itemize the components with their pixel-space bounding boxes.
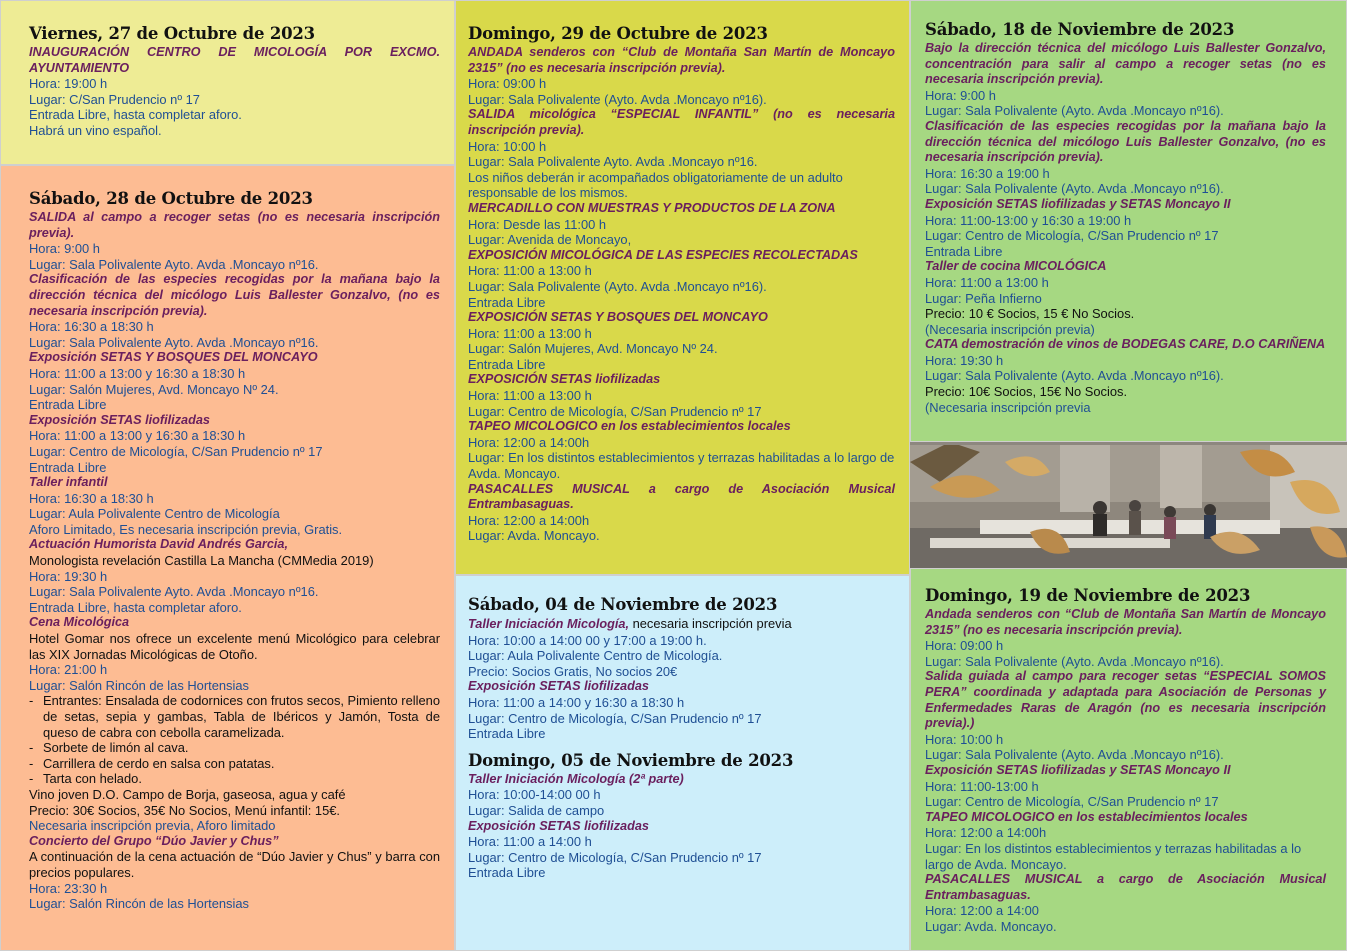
event-time: Hora: 11:00 a 13:00 y 16:30 a 18:30 h bbox=[29, 428, 246, 444]
event-place: Lugar: Salón Mujeres, Avd. Moncayo Nº 24. bbox=[29, 381, 279, 397]
event-title: Taller Iniciación Micología (2ª parte) bbox=[468, 771, 684, 786]
event-note: Entrada Libre bbox=[468, 726, 546, 742]
event-place: Lugar: Centro de Micología, C/San Prudencio nº 17 bbox=[468, 849, 762, 865]
event-title: SALIDA micológica “ESPECIAL INFANTIL” (no es necesaria inscripción previa). bbox=[468, 107, 895, 137]
event-time: Hora: 11:00 a 14:00 y 16:30 a 18:30 h bbox=[468, 694, 685, 710]
event-note: Entrada Libre, hasta completar aforo. bbox=[29, 107, 242, 123]
event-place: Lugar: Salón Rincón de las Hortensias bbox=[29, 896, 249, 912]
event-place: Lugar: Sala Polivalente (Ayto. Avda .Moncayo nº16). bbox=[925, 653, 1224, 669]
event-title: Exposición SETAS liofilizadas bbox=[468, 818, 649, 833]
event-time: Hora: 10:00 h bbox=[468, 138, 547, 154]
event-place: Lugar: Sala Polivalente (Ayto. Avda .Moncayo nº16). bbox=[925, 181, 1224, 197]
menu-item-text: Entrantes: Ensalada de codornices con frutos secos, Pimiento relleno de setas, sepia y gambas, Tabla de Ibéricos y Jamón, Tosta de queso de cabra con cebolla caramelizada. bbox=[43, 693, 440, 740]
menu-item-text: Carrillera de cerdo en salsa con patatas. bbox=[43, 755, 275, 771]
event-note: Entrada Libre, hasta completar aforo. bbox=[29, 599, 242, 615]
event-place: Lugar: Centro de Micología, C/San Prudencio nº 17 bbox=[925, 794, 1219, 810]
event-note: (Necesaria inscripción previa bbox=[925, 399, 1091, 415]
panel-domingo-19-noviembre bbox=[910, 568, 1347, 951]
event-title-text: Taller Iniciación Micología, bbox=[468, 617, 629, 631]
panel-domingo-29-octubre bbox=[455, 0, 910, 575]
event-time: Hora: 12:00 a 14:00h bbox=[468, 512, 590, 528]
event-time: Hora: 11:00 a 13:00 h bbox=[468, 325, 592, 341]
event-place: Lugar: C/San Prudencio nº 17 bbox=[29, 91, 200, 107]
event-title: Exposición SETAS liofilizadas bbox=[468, 679, 649, 694]
event-time: Hora: 11:00 a 13:00 h bbox=[925, 274, 1049, 290]
event-time: Hora: 10:00 h bbox=[925, 731, 1004, 747]
event-note: Entrada Libre bbox=[468, 356, 546, 372]
event-title: PASACALLES MUSICAL a cargo de Asociación Musical Entrambasaguas. bbox=[468, 481, 895, 512]
event-place: Lugar: Centro de Micología, C/San Prudencio nº 17 bbox=[29, 443, 323, 459]
event-time: Hora: 16:30 a 19:00 h bbox=[925, 165, 1050, 181]
event-description: Hotel Gomar nos ofrece un excelente menú Micológico para celebrar las XIX Jornadas Micológicas de Otoño. bbox=[29, 631, 440, 662]
event-time: Hora: 10:00-14:00 00 h bbox=[468, 787, 601, 803]
panel-sabado-18-noviembre bbox=[910, 0, 1347, 442]
event-place: Lugar: Sala Polivalente (Ayto. Avda .Moncayo nº16). bbox=[925, 103, 1224, 119]
event-time: Hora: 09:00 h bbox=[468, 76, 547, 92]
section-spacer bbox=[468, 742, 895, 750]
event-description: A continuación de la cena actuación de “Dúo Javier y Chus” y barra con precios populares. bbox=[29, 849, 440, 880]
event-place: Lugar: Avda. Moncayo. bbox=[468, 528, 600, 544]
event-place: Lugar: Sala Polivalente (Ayto. Avda .Moncayo nº16). bbox=[925, 747, 1224, 763]
event-note: Habrá un vino español. bbox=[29, 122, 162, 138]
event-price: Precio: 10 € Socios, 15 € No Socios. bbox=[925, 306, 1135, 322]
menu-item-text: Sorbete de limón al cava. bbox=[43, 740, 189, 756]
event-title: Exposición SETAS liofilizadas y SETAS Moncayo II bbox=[925, 196, 1231, 211]
event-time: Hora: 11:00 a 14:00 h bbox=[468, 834, 592, 850]
event-place: Lugar: En los distintos establecimientos y terrazas habilitadas a lo largo de Avda. Moncayo. bbox=[468, 450, 895, 482]
event-title: EXPOSICIÓN SETAS liofilizadas bbox=[468, 372, 661, 387]
event-title: PASACALLES MUSICAL a cargo de Asociación Musical Entrambasaguas. bbox=[925, 872, 1326, 902]
day-heading: Viernes, 27 de Octubre de 2023 bbox=[29, 24, 315, 43]
event-place: Lugar: Sala Polivalente Ayto. Avda .Moncayo nº16. bbox=[29, 334, 319, 350]
mushroom-exhibition-photo-icon bbox=[910, 442, 1347, 568]
event-time: Hora: 12:00 a 14:00h bbox=[925, 825, 1047, 841]
event-place: Lugar: Peña Infierno bbox=[925, 290, 1042, 306]
event-place: Lugar: Sala Polivalente Ayto. Avda .Moncayo nº16. bbox=[29, 256, 319, 272]
event-place: Lugar: Salón Rincón de las Hortensias bbox=[29, 677, 249, 693]
exhibition-photo bbox=[910, 442, 1347, 568]
event-title: Clasificación de las especies recogidas por la mañana bajo la dirección técnica del micólogo Luis Ballester Gonzalvo, (no es necesaria inscripción previa). bbox=[925, 118, 1326, 165]
event-description: Vino joven D.O. Campo de Borja, gaseosa, agua y café bbox=[29, 786, 346, 802]
event-place: Lugar: Salón Mujeres, Avd. Moncayo Nº 24. bbox=[468, 341, 718, 357]
event-time: Hora: 11:00-13:00 h bbox=[925, 778, 1039, 794]
menu-item: - Sorbete de limón al cava. bbox=[29, 740, 189, 756]
event-title: TAPEO MICOLOGICO en los establecimientos locales bbox=[468, 419, 791, 434]
event-title: Bajo la dirección técnica del micólogo Luis Ballester Gonzalvo, concentración para salir al campo a recoger setas (no es necesaria inscripción previa). bbox=[925, 41, 1326, 87]
event-time: Hora: 11:00 a 13:00 y 16:30 a 18:30 h bbox=[29, 365, 246, 381]
event-title: Andada senderos con “Club de Montaña San Martín de Moncayo 2315” (no es necesaria inscripción previa). bbox=[925, 607, 1326, 637]
event-price: Precio: 10€ Socios, 15€ No Socios. bbox=[925, 384, 1128, 400]
menu-item-text: Tarta con helado. bbox=[43, 771, 142, 787]
event-title bbox=[468, 616, 895, 633]
event-time: Hora: Desde las 11:00 h bbox=[468, 216, 607, 232]
day-heading: Sábado, 28 de Octubre de 2023 bbox=[29, 189, 313, 208]
event-title: CATA demostración de vinos de BODEGAS CARE, D.O CARIÑENA bbox=[925, 337, 1326, 352]
event-note: Aforo Limitado, Es necesaria inscripción previa, Gratis. bbox=[29, 521, 343, 537]
event-time: Hora: 11:00 a 13:00 h bbox=[468, 388, 592, 404]
event-price: Precio: Socios Gratis, No socios 20€ bbox=[468, 663, 678, 679]
event-place: Lugar: Sala Polivalente (Ayto. Avda .Moncayo nº16). bbox=[925, 368, 1224, 384]
event-place: Lugar: Salida de campo bbox=[468, 802, 605, 818]
day-heading: Domingo, 19 de Noviembre de 2023 bbox=[925, 586, 1251, 605]
event-place: Lugar: Sala Polivalente Ayto. Avda .Moncayo nº16. bbox=[29, 584, 319, 600]
event-title: Exposición SETAS Y BOSQUES DEL MONCAYO bbox=[29, 350, 318, 365]
event-time: Hora: 09:00 h bbox=[925, 638, 1004, 654]
event-title: ANDADA senderos con “Club de Montaña San Martín de Moncayo 2315” (no es necesaria inscripción previa). bbox=[468, 45, 895, 75]
day-heading: Sábado, 18 de Noviembre de 2023 bbox=[925, 20, 1235, 39]
day-heading: Domingo, 05 de Noviembre de 2023 bbox=[468, 750, 794, 770]
event-time: Hora: 16:30 a 18:30 h bbox=[29, 319, 154, 335]
event-note: (Necesaria inscripción previa) bbox=[925, 321, 1095, 337]
event-note: Entrada Libre bbox=[925, 243, 1003, 259]
panel-sabado-28-octubre bbox=[0, 165, 455, 951]
event-place: Lugar: Centro de Micología, C/San Prudencio nº 17 bbox=[925, 228, 1219, 244]
event-time: Hora: 10:00 a 14:00 00 y 17:00 a 19:00 h. bbox=[468, 632, 707, 648]
event-place: Lugar: Centro de Micología, C/San Prudencio nº 17 bbox=[468, 403, 762, 419]
event-time: Hora: 16:30 a 18:30 h bbox=[29, 490, 154, 506]
menu-item: - Tarta con helado. bbox=[29, 771, 142, 787]
event-time: Hora: 19:30 h bbox=[29, 568, 108, 584]
event-title: Salida guiada al campo para recoger setas “ESPECIAL SOMOS PERA” coordinada y adaptada para Asociación de Personas y Enfermedades Raras de Aragón (no es necesaria inscripción previa).) bbox=[925, 669, 1326, 731]
event-title: EXPOSICIÓN SETAS Y BOSQUES DEL MONCAYO bbox=[468, 310, 768, 325]
event-price: Precio: 30€ Socios, 35€ No Socios, Menú infantil: 15€. bbox=[29, 802, 340, 818]
event-title: MERCADILLO CON MUESTRAS Y PRODUCTOS DE LA ZONA bbox=[468, 200, 836, 215]
event-place: Lugar: Avda. Moncayo. bbox=[925, 918, 1057, 934]
event-time: Hora: 12:00 a 14:00 bbox=[925, 903, 1039, 919]
event-title: Taller de cocina MICOLÓGICA bbox=[925, 259, 1107, 274]
event-note: Necesaria inscripción previa, Aforo limitado bbox=[29, 818, 276, 834]
event-title: Actuación Humorista David Andrés Garcia, bbox=[29, 537, 288, 552]
event-place: Lugar: Sala Polivalente (Ayto. Avda .Moncayo nº16). bbox=[468, 91, 767, 107]
event-time: Hora: 9:00 h bbox=[925, 87, 996, 103]
event-time: Hora: 21:00 h bbox=[29, 662, 108, 678]
event-description: Monologista revelación Castilla La Mancha (CMMedia 2019) bbox=[29, 553, 374, 569]
event-title: INAUGURACIÓN CENTRO DE MICOLOGÍA POR EXCMO. AYUNTAMIENTO bbox=[29, 45, 440, 75]
event-time: Hora: 12:00 a 14:00h bbox=[468, 434, 590, 450]
event-note: Entrada Libre bbox=[468, 865, 546, 881]
event-place: Lugar: En los distintos establecimientos y terrazas habilitadas a lo largo de Avda. Moncayo. bbox=[925, 840, 1302, 872]
event-place: Lugar: Avenida de Moncayo, bbox=[468, 232, 632, 248]
event-title: Taller infantil bbox=[29, 475, 108, 490]
panel-viernes-27-octubre bbox=[0, 0, 455, 165]
event-time: Hora: 19:30 h bbox=[925, 352, 1004, 368]
event-time: Hora: 11:00 a 13:00 h bbox=[468, 263, 592, 279]
event-title: Concierto del Grupo “Dúo Javier y Chus” bbox=[29, 833, 279, 848]
event-place: Lugar: Centro de Micología, C/San Prudencio nº 17 bbox=[468, 710, 762, 726]
event-note: Entrada Libre bbox=[29, 459, 107, 475]
event-time: Hora: 23:30 h bbox=[29, 880, 108, 896]
day-heading: Domingo, 29 de Octubre de 2023 bbox=[468, 24, 768, 43]
event-note: Los niños deberán ir acompañados obligatoriamente de un adulto responsable de los mismos. bbox=[468, 169, 843, 201]
event-place: Lugar: Sala Polivalente (Ayto. Avda .Moncayo nº16). bbox=[468, 278, 767, 294]
event-place: Lugar: Aula Polivalente Centro de Micología bbox=[29, 506, 280, 522]
event-title: SALIDA al campo a recoger setas (no es necesaria inscripción previa). bbox=[29, 210, 440, 240]
event-note: Entrada Libre bbox=[468, 294, 546, 310]
panel-noviembre-04-05 bbox=[455, 575, 910, 951]
event-title: Exposición SETAS liofilizadas y SETAS Moncayo II bbox=[925, 762, 1231, 777]
event-title: TAPEO MICOLOGICO en los establecimientos locales bbox=[925, 809, 1248, 824]
event-place: Lugar: Aula Polivalente Centro de Micología. bbox=[468, 648, 723, 664]
event-time: Hora: 19:00 h bbox=[29, 76, 108, 92]
menu-item: - Entrantes: Ensalada de codornices con frutos secos, Pimiento relleno de setas, sepia y gambas, Tabla de Ibéricos y Jamón, Tosta de queso de cabra con cebolla caramelizada. bbox=[29, 693, 440, 740]
event-title: EXPOSICIÓN MICOLÓGICA DE LAS ESPECIES RECOLECTADAS bbox=[468, 247, 858, 262]
event-time: Hora: 11:00-13:00 y 16:30 a 19:00 h bbox=[925, 212, 1132, 228]
event-title: Clasificación de las especies recogidas por la mañana bajo la dirección técnica del micólogo Luis Ballester Gonzalvo, (no es necesaria inscripción previa). bbox=[29, 272, 440, 318]
event-title-note: necesaria inscripción previa bbox=[628, 616, 792, 631]
menu-item: - Carrillera de cerdo en salsa con patatas. bbox=[29, 755, 275, 771]
day-heading: Sábado, 04 de Noviembre de 2023 bbox=[468, 595, 778, 614]
event-time: Hora: 9:00 h bbox=[29, 241, 100, 257]
event-title: Exposición SETAS liofilizadas bbox=[29, 412, 210, 427]
event-note: Entrada Libre bbox=[29, 397, 107, 413]
event-place: Lugar: Sala Polivalente Ayto. Avda .Moncayo nº16. bbox=[468, 154, 758, 170]
event-title: Cena Micológica bbox=[29, 615, 130, 630]
